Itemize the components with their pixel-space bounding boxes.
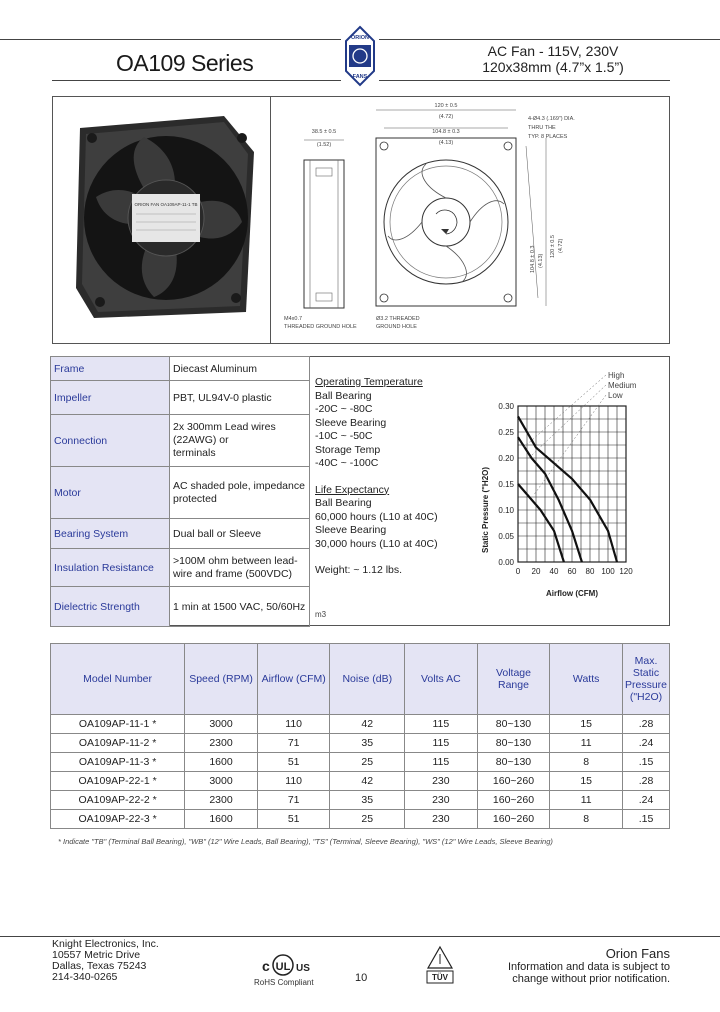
- table-cell: 115: [405, 715, 478, 734]
- company-line: Knight Electronics, Inc.: [52, 938, 159, 950]
- table-cell: 15: [550, 715, 623, 734]
- col-model-number: Model Number: [51, 644, 185, 715]
- table-cell: .15: [622, 810, 669, 829]
- subtitle-line-1: AC Fan - 115V, 230V: [487, 43, 619, 59]
- spec-value: Dual ball or Sleeve: [170, 519, 310, 549]
- dim-depth-mm: 38.5 ± 0.5: [311, 129, 337, 135]
- table-cell: 8: [550, 753, 623, 772]
- spec-value: >100M ohm between lead- wire and frame (500VDC): [170, 549, 310, 587]
- operating-line: -40C ~ -100C: [315, 457, 379, 469]
- side-hole-mm: 104.8 ± 0.3: [530, 245, 536, 273]
- spec-row: [51, 587, 310, 627]
- spec-row: [51, 357, 310, 381]
- life-line: Ball Bearing: [315, 497, 372, 509]
- spec-label: Impeller: [51, 381, 170, 415]
- table-cell: .15: [622, 753, 669, 772]
- table-cell: .28: [622, 772, 669, 791]
- table-cell: 25: [330, 753, 405, 772]
- life-line: Sleeve Bearing: [315, 524, 387, 536]
- chart-xtick-label: 80: [585, 567, 595, 576]
- table-cell: 230: [405, 772, 478, 791]
- technical-drawing: [276, 98, 606, 342]
- image-divider: [270, 96, 271, 344]
- spec-value: 2x 300mm Lead wires (22AWG) or terminals: [170, 415, 310, 467]
- table-cell: 42: [330, 715, 405, 734]
- disclaimer-line: Information and data is subject to: [507, 961, 670, 973]
- orion-fans-logo: [340, 25, 380, 87]
- operating-line: -10C ~ -50C: [315, 430, 373, 442]
- side-w-mm: 120 ± 0.5: [550, 235, 556, 258]
- table-cell: 230: [405, 791, 478, 810]
- table-cell: 160~260: [477, 791, 550, 810]
- life-heading: Life Expectancy: [315, 483, 390, 496]
- table-cell: 1600: [185, 753, 258, 772]
- spec-row: [51, 381, 310, 415]
- col-watts: Watts: [550, 644, 623, 715]
- table-cell: 51: [257, 810, 330, 829]
- chart-legend-leader: [529, 385, 606, 458]
- footer-rule: [0, 936, 720, 937]
- spec-label: Motor: [51, 467, 170, 519]
- hole-note-3: TYP. 8 PLACES: [528, 134, 568, 140]
- chart-xlabel: Airflow (CFM): [546, 589, 598, 598]
- fan-label-text: ORION FAN OA109AP-11-1 TB: [134, 202, 198, 207]
- chart-ytick-label: 0.15: [498, 480, 514, 489]
- tuv-text: TÜV: [432, 973, 448, 982]
- ground-left-2: THREADED GROUND HOLE: [284, 324, 357, 330]
- spec-label: Insulation Resistance: [51, 549, 170, 587]
- chart-legend-label: High: [608, 371, 625, 380]
- col-noise: Noise (dB): [330, 644, 405, 715]
- table-cell: OA109AP-11-2 *: [51, 734, 185, 753]
- chart-legend-label: Medium: [608, 381, 637, 390]
- table-cell: 42: [330, 772, 405, 791]
- company-address: [52, 939, 159, 983]
- chart-ytick-label: 0.20: [498, 454, 514, 463]
- table-cell: 15: [550, 772, 623, 791]
- ul-us-text: US: [296, 963, 310, 974]
- svg-text:UL: UL: [275, 961, 291, 973]
- spec-value: PBT, UL94V-0 plastic: [170, 381, 310, 415]
- ul-c-text: c: [262, 958, 270, 974]
- table-cell: 110: [257, 715, 330, 734]
- chart-xtick-label: 0: [515, 567, 521, 576]
- side-w-in: (4.72): [558, 238, 564, 253]
- dim-hole-in: (4.13): [438, 140, 454, 146]
- hole-note-2: THRU THE: [528, 125, 556, 131]
- chart-ytick-label: 0.25: [498, 428, 514, 437]
- spec-label: Connection: [51, 415, 170, 467]
- table-cell: OA109AP-22-3 *: [51, 810, 185, 829]
- chart-ytick-label: 0.10: [498, 506, 514, 515]
- chart-xtick-label: 120: [619, 567, 633, 576]
- chart-legend-label: Low: [608, 391, 623, 400]
- brand: Orion Fans: [605, 946, 670, 961]
- operating-line: Storage Temp: [315, 443, 381, 456]
- hole-note-1: 4-Ø4.3 (.169”) DIA.: [528, 116, 575, 122]
- life-line: 60,000 hours (L10 at 40C): [315, 510, 438, 523]
- table-cell: 25: [330, 810, 405, 829]
- col-max-static-pressure: Max. Static Pressure ("H2O): [622, 644, 669, 715]
- spec-row: [51, 467, 310, 519]
- table-cell: 51: [257, 753, 330, 772]
- table-cell: .24: [622, 791, 669, 810]
- spec-label: Dielectric Strength: [51, 587, 170, 627]
- spec-label: Frame: [51, 357, 170, 381]
- spec-value: Diecast Aluminum: [170, 357, 310, 381]
- weight: Weight: ~ 1.12 lbs.: [315, 564, 403, 576]
- spec-value: AC shaded pole, impedance protected: [170, 467, 310, 519]
- page-title: OA109 Series: [116, 50, 254, 76]
- table-cell: 80~130: [477, 715, 550, 734]
- ground-right-2: GROUND HOLE: [376, 324, 417, 330]
- col-speed: Speed (RPM): [185, 644, 258, 715]
- chart-ylabel: Static Pressure ("H2O): [481, 466, 490, 554]
- table-cell: .24: [622, 734, 669, 753]
- col-airflow: Airflow (CFM): [257, 644, 330, 715]
- operating-line: Ball Bearing: [315, 389, 372, 402]
- chart-ytick-label: 0.30: [498, 402, 514, 411]
- side-hole-in: (4.13): [538, 253, 544, 268]
- spec-row: [51, 519, 310, 549]
- dim-hole-mm: 104.8 ± 0.3: [432, 129, 460, 135]
- col-voltage-range: Voltage Range: [477, 644, 550, 715]
- table-cell: 115: [405, 753, 478, 772]
- table-cell: 71: [257, 734, 330, 753]
- table-cell: 80~130: [477, 734, 550, 753]
- table-cell: 35: [330, 734, 405, 753]
- subtitle-line-2: 120x38mm (4.7”x 1.5”): [482, 59, 624, 75]
- chart-series-line-medium: [518, 437, 582, 562]
- table-row: [51, 772, 670, 791]
- disclaimer-line: change without prior notification.: [512, 973, 670, 985]
- chart-ytick-label: 0.05: [498, 532, 514, 541]
- table-row: [51, 810, 670, 829]
- chart-xtick-label: 100: [601, 567, 615, 576]
- chart-xtick-label: 20: [531, 567, 541, 576]
- life-line: 30,000 hours (L10 at 40C): [315, 537, 438, 550]
- table-cell: 3000: [185, 772, 258, 791]
- spec-label: Bearing System: [51, 519, 170, 549]
- table-row: [51, 734, 670, 753]
- logo-bottom-text: FANS: [352, 74, 368, 80]
- table-cell: 1600: [185, 810, 258, 829]
- table-cell: 110: [257, 772, 330, 791]
- table-cell: 11: [550, 734, 623, 753]
- rohs-text: RoHS Compliant: [254, 978, 314, 987]
- dim-width-mm: 120 ± 0.5: [434, 103, 458, 109]
- table-cell: 71: [257, 791, 330, 810]
- operating-heading: Operating Temperature: [315, 376, 423, 388]
- company-line: 214-340-0265: [52, 971, 118, 983]
- table-cell: 8: [550, 810, 623, 829]
- table-row: [51, 753, 670, 772]
- ground-right-1: Ø3.2 THREADED: [376, 316, 420, 322]
- spec-value: 1 min at 1500 VAC, 50/60Hz: [170, 587, 310, 627]
- table-row: [51, 791, 670, 810]
- spec-row: [51, 549, 310, 587]
- disclaimer: [490, 961, 670, 985]
- table-cell: 11: [550, 791, 623, 810]
- chart-series-line-high: [518, 416, 617, 562]
- model-table: [50, 643, 670, 829]
- company-line: 10557 Metric Drive: [52, 949, 141, 961]
- operating-line: -20C ~ -80C: [315, 403, 373, 415]
- dim-width-in: (4.72): [438, 114, 454, 120]
- table-cell: OA109AP-11-1 *: [51, 715, 185, 734]
- tuv-mark: [424, 944, 456, 988]
- table-cell: OA109AP-11-3 *: [51, 753, 185, 772]
- table-cell: 3000: [185, 715, 258, 734]
- ground-left-1: M4x0.7: [284, 316, 303, 322]
- table-cell: 35: [330, 791, 405, 810]
- table-cell: 160~260: [477, 810, 550, 829]
- table-cell: 115: [405, 734, 478, 753]
- table-cell: 160~260: [477, 772, 550, 791]
- table-cell: 2300: [185, 734, 258, 753]
- page-number: 10: [355, 972, 368, 984]
- model-header-row: [51, 644, 670, 715]
- table-cell: OA109AP-22-1 *: [51, 772, 185, 791]
- subtitle: [468, 43, 638, 75]
- company-line: Dallas, Texas 75243: [52, 960, 147, 972]
- table-cell: 2300: [185, 791, 258, 810]
- spec-table: [50, 356, 310, 627]
- chart-xtick-label: 40: [549, 567, 559, 576]
- table-cell: 80~130: [477, 753, 550, 772]
- fan-photo: [74, 112, 264, 320]
- dim-depth-in: (1.52): [316, 142, 332, 148]
- operating-line: Sleeve Bearing: [315, 416, 387, 429]
- col-volts: Volts AC: [405, 644, 478, 715]
- performance-chart: [470, 362, 670, 600]
- logo-top-text: ORION: [350, 35, 370, 41]
- table-row: [51, 715, 670, 734]
- chart-ytick-label: 0.00: [498, 558, 514, 567]
- m3-note: m3: [315, 610, 327, 619]
- table-cell: OA109AP-22-2 *: [51, 791, 185, 810]
- table-cell: 230: [405, 810, 478, 829]
- operating-block: [315, 376, 445, 578]
- spec-row: [51, 415, 310, 467]
- table-cell: .28: [622, 715, 669, 734]
- chart-xtick-label: 60: [567, 567, 577, 576]
- footnote: * Indicate "TB" (Terminal Ball Bearing), "WB" (12" Wire Leads, Ball Bearing), "TS" (Terminal, Sleeve Bearing), "WS" (12" Wire Leads, Sleeve Bearing): [58, 837, 553, 846]
